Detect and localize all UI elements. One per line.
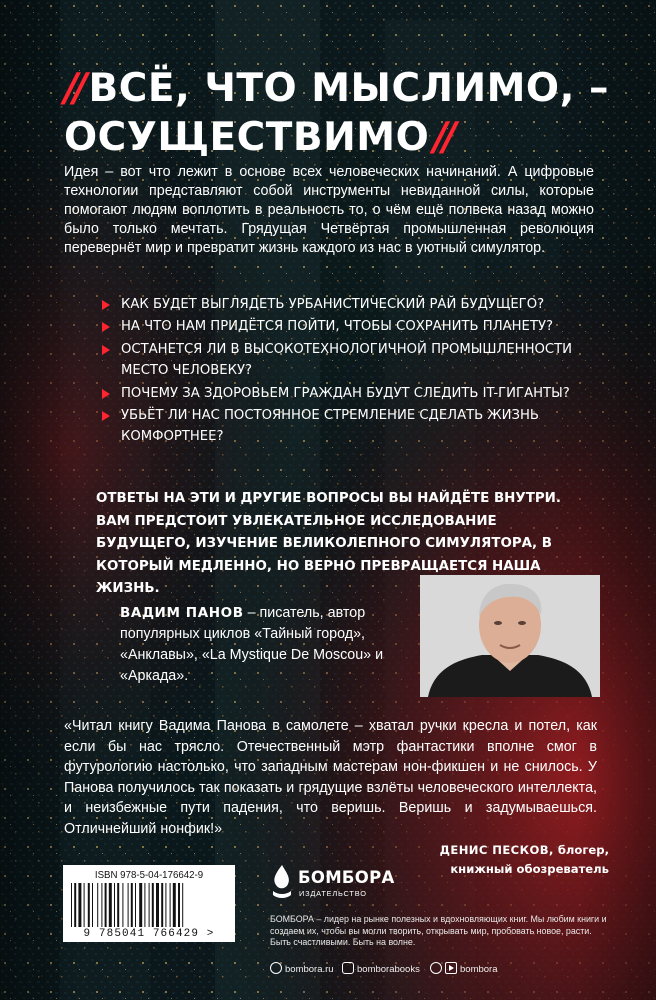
red-triangle-bullet-icon	[102, 345, 110, 355]
barcode-bar	[122, 883, 123, 927]
reviewer-name: ДЕНИС ПЕСКОВ,	[439, 843, 554, 857]
barcode-bar	[178, 883, 180, 927]
headline-line-1: // ВСЁ, ЧТО МЫСЛИМО, –	[64, 66, 609, 111]
barcode-bar	[144, 883, 145, 927]
reviewer-credit	[380, 841, 609, 879]
author-bio	[120, 603, 410, 687]
barcode-graphic	[69, 883, 229, 927]
publisher-description: БОМБОРА – лидер на рынке полезных и вдохновляющих книг. Мы любим книги и создаем их, чтобы вы могли творить, открывать мир, пробовать новое, расти. Быть счастливыми. Быть на волне.	[270, 914, 607, 948]
headline-line-2: ОСУЩЕСТВИМО //	[64, 115, 452, 160]
publisher-name: БОМБОРА	[298, 868, 395, 887]
social-telegram[interactable]: bombora	[430, 962, 498, 975]
isbn-barcode	[63, 865, 235, 942]
barcode-bar	[88, 883, 90, 927]
question-item: ОСТАНЕТСЯ ЛИ В ВЫСОКОТЕХНОЛОГИЧНОЙ ПРОМЫШЛЕННОСТИ МЕСТО ЧЕЛОВЕКУ?	[102, 339, 582, 382]
barcode-bar	[109, 883, 112, 927]
play-icon	[445, 962, 457, 974]
barcode-bar	[161, 883, 163, 927]
telegram-icon	[430, 962, 442, 974]
question-item: НА ЧТО НАМ ПРИДЁТСЯ ПОЙТИ, ЧТОБЫ СОХРАНИТЬ ПЛАНЕТУ?	[102, 316, 582, 337]
reviewer-role: блогер,	[557, 843, 609, 857]
author-name: ВАДИМ ПАНОВ	[120, 605, 244, 621]
barcode-bar	[92, 883, 93, 927]
headline	[64, 64, 624, 162]
barcode-bar	[114, 883, 115, 927]
barcode-bar	[131, 883, 133, 927]
red-triangle-bullet-icon	[102, 411, 110, 421]
social-vk[interactable]: bomborabooks	[342, 962, 420, 975]
barcode-bar	[139, 883, 142, 927]
publisher-socials	[270, 962, 610, 980]
barcode-bar	[117, 883, 119, 927]
intro-paragraph: Идея – вот что лежит в основе всех человеческих начинаний. А цифровые технологии представляют собой инструменты невиданной силы, которые помогают людям воплотить в реальность то, о чём ещё полвека назад можно было только мечтать. Грядущая Четвёртая промышленная революция перевернёт мир и превратит жизнь каждого из нас в уютный симулятор.	[64, 164, 594, 256]
barcode-bar	[78, 883, 81, 927]
barcode-bar	[149, 883, 150, 927]
red-triangle-bullet-icon	[102, 300, 110, 310]
barcode-bar	[156, 883, 159, 927]
barcode-bar	[97, 883, 98, 927]
red-slash-mark: //	[64, 66, 83, 111]
answers-paragraph: ОТВЕТЫ НА ЭТИ И ДРУГИЕ ВОПРОСЫ ВЫ НАЙДЁТЕ ВНУТРИ. ВАМ ПРЕДСТОИТ УВЛЕКАТЕЛЬНОЕ ИССЛЕДОВАНИЕ БУДУЩЕГО, ИЗУЧЕНИЕ ВЕЛИКОЛЕПНОГО СИМУЛЯТОРА, В КОТОРЫЙ МЕДЛЕННО, НО ВЕРНО ПРЕВРАЩАЕТСЯ НАША ЖИЗНЬ.	[96, 491, 561, 596]
author-bio-text: – писатель, автор популярных циклов «Тайный город», «Анклавы», «La Mystique De Moscou» и «Аркада».	[120, 605, 384, 684]
question-list	[102, 294, 582, 449]
instagram-icon	[270, 962, 282, 974]
isbn-label: ISBN 978-5-04-176642-9	[94, 870, 204, 881]
barcode-bar	[84, 883, 85, 927]
review-quote: «Читал книгу Вадима Панова в самолете – хватал ручки кресла и потел, как если бы нас трясло. Отечественный мэтр фантастики вполне смог в футурологию настолько, что западным мастерам нон-фикшен и не снилось. У Панова получилось так показать и грядущие взлёты человеческого интеллекта, и неизбежные пути падения, что веришь. Веришь и задумываешься. Отличнейший нонфик!»	[64, 718, 597, 837]
red-triangle-bullet-icon	[102, 389, 110, 399]
reviewer-role-2: книжный обозреватель	[450, 862, 609, 876]
bombora-logo-icon	[270, 865, 294, 901]
barcode-bar	[105, 883, 107, 927]
barcode-bar	[170, 883, 171, 927]
barcode-bar	[165, 883, 166, 927]
question-item: УБЬЁТ ЛИ НАС ПОСТОЯННОЕ СТРЕМЛЕНИЕ СДЕЛАТЬ ЖИЗНЬ КОМФОРТНЕЕ?	[102, 405, 582, 448]
red-slash-mark: //	[433, 115, 452, 160]
barcode-bar	[152, 883, 154, 927]
publisher-logo	[270, 860, 395, 910]
question-item: КАК БУДЕТ ВЫГЛЯДЕТЬ УРБАНИСТИЧЕСКИЙ РАЙ БУДУЩЕГО?	[102, 294, 582, 315]
red-triangle-bullet-icon	[102, 322, 110, 332]
barcode-bar	[74, 883, 76, 927]
author-photo	[420, 575, 600, 697]
barcode-bar	[182, 883, 183, 927]
barcode-bar	[128, 883, 129, 927]
barcode-bar	[101, 883, 102, 927]
barcode-bar	[173, 883, 176, 927]
vk-icon	[342, 962, 354, 974]
question-item: ПОЧЕМУ ЗА ЗДОРОВЬЕМ ГРАЖДАН БУДУТ СЛЕДИТЬ IT-ГИГАНТЫ?	[102, 383, 582, 404]
barcode-bar	[135, 883, 136, 927]
barcode-bar	[71, 883, 72, 927]
barcode-digits: 9 785041 766429 >	[83, 928, 215, 940]
publisher-subtitle: ИЗДАТЕЛЬСТВО	[299, 889, 367, 898]
social-instagram[interactable]: bombora.ru	[270, 962, 334, 975]
